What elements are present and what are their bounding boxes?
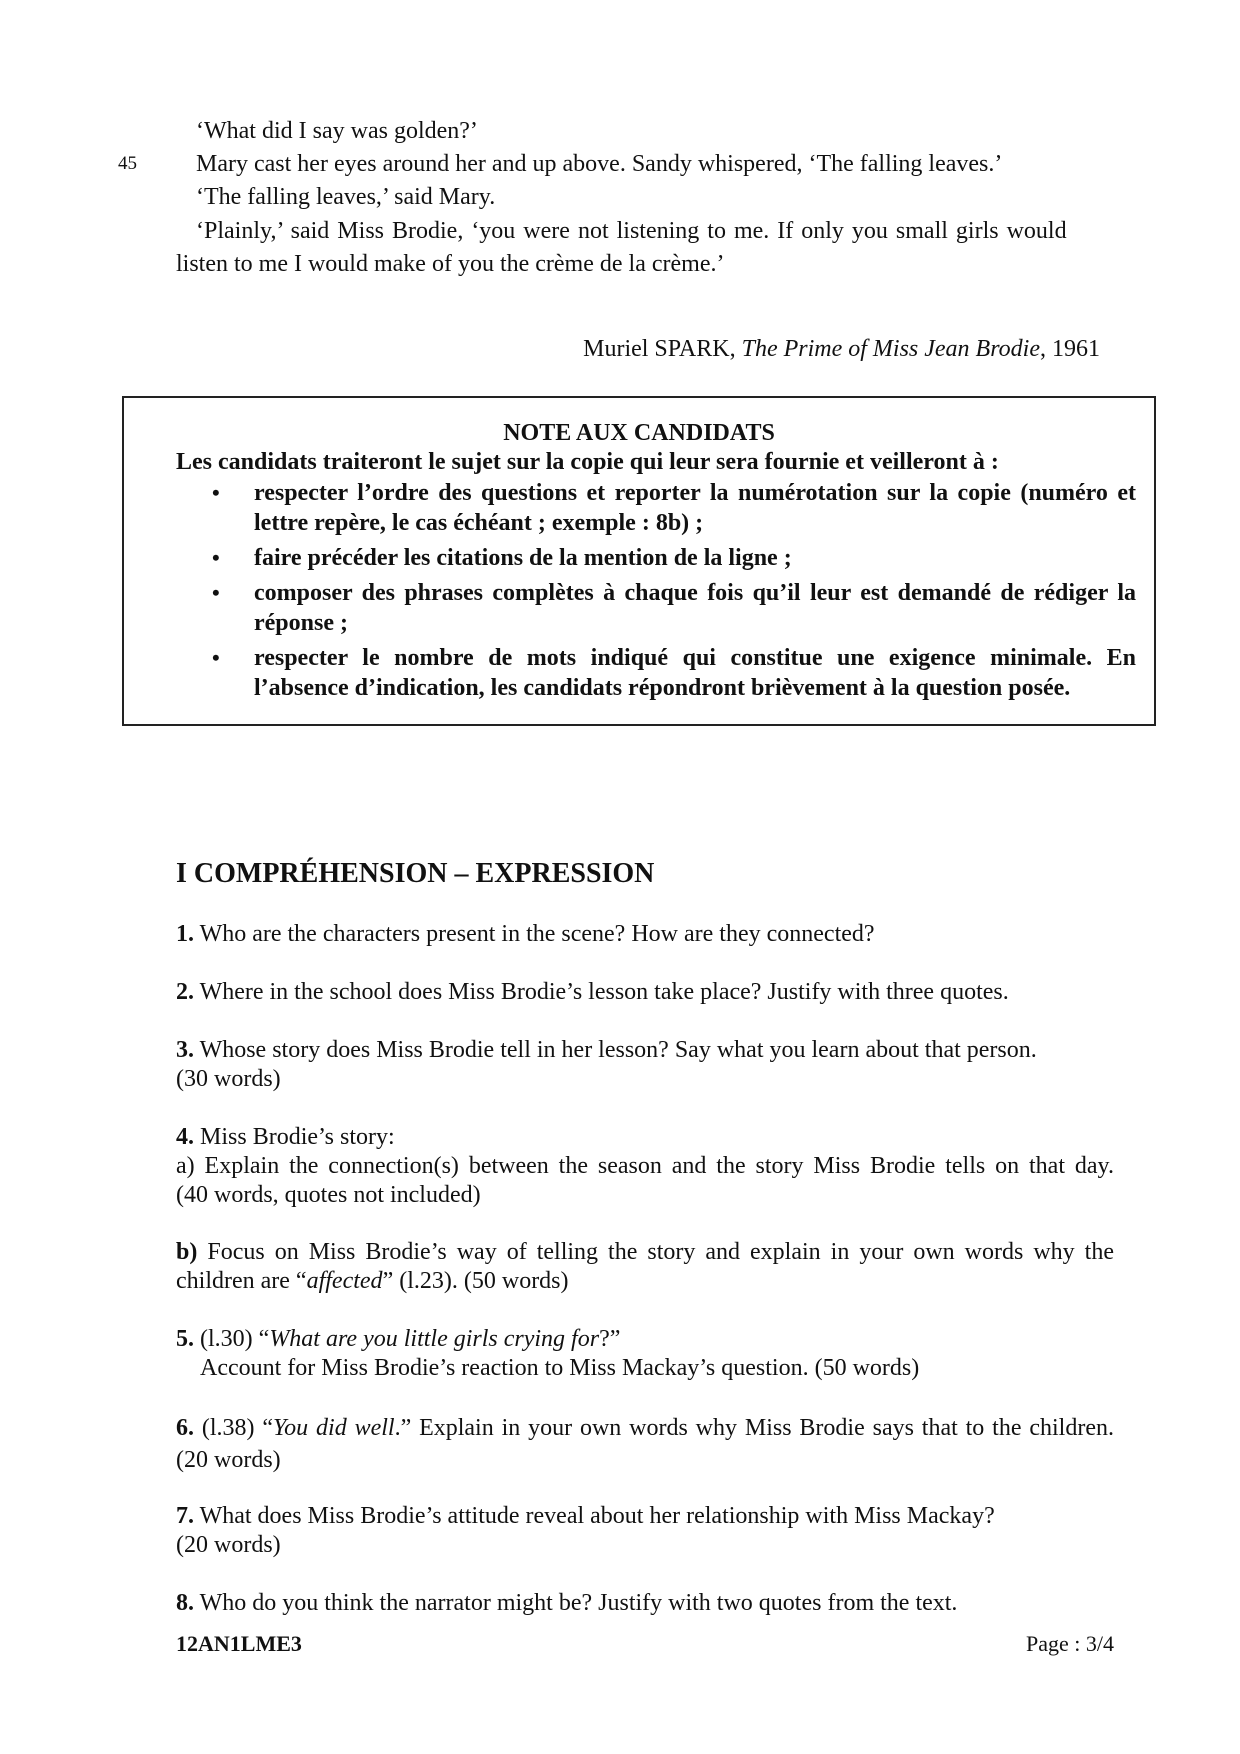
question-text: What does Miss Brodie’s attitude reveal about her relationship with Miss Mackay? xyxy=(194,1503,995,1529)
bullet: • xyxy=(212,480,220,505)
question-2 xyxy=(176,978,1114,1007)
citation-author: Muriel SPARK, xyxy=(583,336,742,362)
word-count: (40 words, quotes not included) xyxy=(176,1182,481,1208)
question-text: Focus on Miss Brodie’s way of telling the story and explain in your own words why the children are “ xyxy=(176,1239,1114,1294)
bullet: • xyxy=(212,545,220,570)
excerpt-line: Mary cast her eyes around her and up above. Sandy whispered, ‘The falling leaves.’ xyxy=(196,151,1003,177)
question-number: 1. xyxy=(176,921,194,947)
question-4 xyxy=(176,1123,1114,1210)
note-item-text: composer des phrases complètes à chaque fois qu’il leur est demandé de rédiger la réponse ; xyxy=(254,580,1136,636)
bullet: • xyxy=(212,645,220,670)
question-3 xyxy=(176,1036,1114,1094)
question-number: 5. xyxy=(176,1326,194,1352)
note-item-text: faire précéder les citations de la mention de la ligne ; xyxy=(254,545,792,571)
note-item xyxy=(176,578,1136,638)
page-number: Page : 3/4 xyxy=(1026,1631,1114,1656)
quote: What are you little girls crying for xyxy=(269,1326,600,1352)
note-box xyxy=(122,396,1156,726)
question-text: Account for Miss Brodie’s reaction to Miss Mackay’s question. (50 words) xyxy=(200,1355,920,1381)
note-item xyxy=(176,478,1136,538)
quote: You did well xyxy=(273,1415,395,1441)
question-4a: a) Explain the connection(s) between the season and the story Miss Brodie tells on that day. xyxy=(176,1153,1114,1179)
question-8 xyxy=(176,1589,1114,1618)
question-number: 6. xyxy=(176,1415,194,1441)
question-number: 7. xyxy=(176,1503,194,1529)
note-intro: Les candidats traiteront le sujet sur la copie qui leur sera fournie et veilleront à : xyxy=(176,449,999,475)
word-count: (20 words) xyxy=(176,1532,281,1558)
excerpt-line: ‘Plainly,’ said Miss Brodie, ‘you were not listening to me. If only you small girls would xyxy=(196,218,1067,244)
question-label: b) xyxy=(176,1239,198,1265)
citation-title: The Prime of Miss Jean Brodie xyxy=(741,336,1040,362)
excerpt-line: ‘What did I say was golden?’ xyxy=(196,118,478,144)
excerpt-line: ‘The falling leaves,’ said Mary. xyxy=(196,184,496,210)
citation xyxy=(583,334,1100,364)
question-5 xyxy=(176,1325,1114,1383)
line-number: 45 xyxy=(118,153,137,174)
question-number: 8. xyxy=(176,1590,194,1616)
word-count: (30 words) xyxy=(176,1066,281,1092)
note-item-text: respecter le nombre de mots indiqué qui constitue une exigence minimale. En l’absence d’indication, les candidats répondront brièvement à la question posée. xyxy=(254,645,1136,701)
bullet: • xyxy=(212,580,220,605)
question-number: 2. xyxy=(176,979,194,1005)
question-text: Where in the school does Miss Brodie’s lesson take place? Justify with three quotes. xyxy=(194,979,1009,1005)
question-4b xyxy=(176,1238,1114,1296)
exam-code: 12AN1LME3 xyxy=(176,1631,302,1656)
question-6 xyxy=(176,1412,1114,1476)
line-ref: (l.30) “ xyxy=(194,1326,270,1352)
question-text: .” Explain in your own words why Miss Brodie says that to the children. (20 words) xyxy=(176,1415,1114,1473)
note-item xyxy=(176,543,1136,573)
line-ref: (l.38) “ xyxy=(194,1415,274,1441)
question-number: 4. xyxy=(176,1124,194,1150)
note-item-text: respecter l’ordre des questions et reporter la numérotation sur la copie (numéro et lettre repère, le cas échéant ; exemple : 8b) ; xyxy=(254,480,1136,536)
quoted-word: affected xyxy=(306,1268,383,1294)
note-list xyxy=(176,478,1136,708)
question-1 xyxy=(176,920,1114,949)
quote-end: ?” xyxy=(599,1326,621,1352)
question-number: 3. xyxy=(176,1037,194,1063)
question-text: Miss Brodie’s story: xyxy=(194,1124,395,1150)
excerpt-line: listen to me I would make of you the crème de la crème.’ xyxy=(176,251,725,277)
note-title: NOTE AUX CANDIDATS xyxy=(503,420,775,446)
section-title: I COMPRÉHENSION – EXPRESSION xyxy=(176,858,655,889)
question-text: ” (l.23). (50 words) xyxy=(382,1268,569,1294)
question-text: Who do you think the narrator might be? Justify with two quotes from the text. xyxy=(194,1590,958,1616)
question-7 xyxy=(176,1502,1114,1560)
question-text: Who are the characters present in the scene? How are they connected? xyxy=(194,921,875,947)
note-item xyxy=(176,643,1136,703)
question-text: Whose story does Miss Brodie tell in her lesson? Say what you learn about that person. xyxy=(194,1037,1037,1063)
citation-year: , 1961 xyxy=(1040,336,1100,362)
